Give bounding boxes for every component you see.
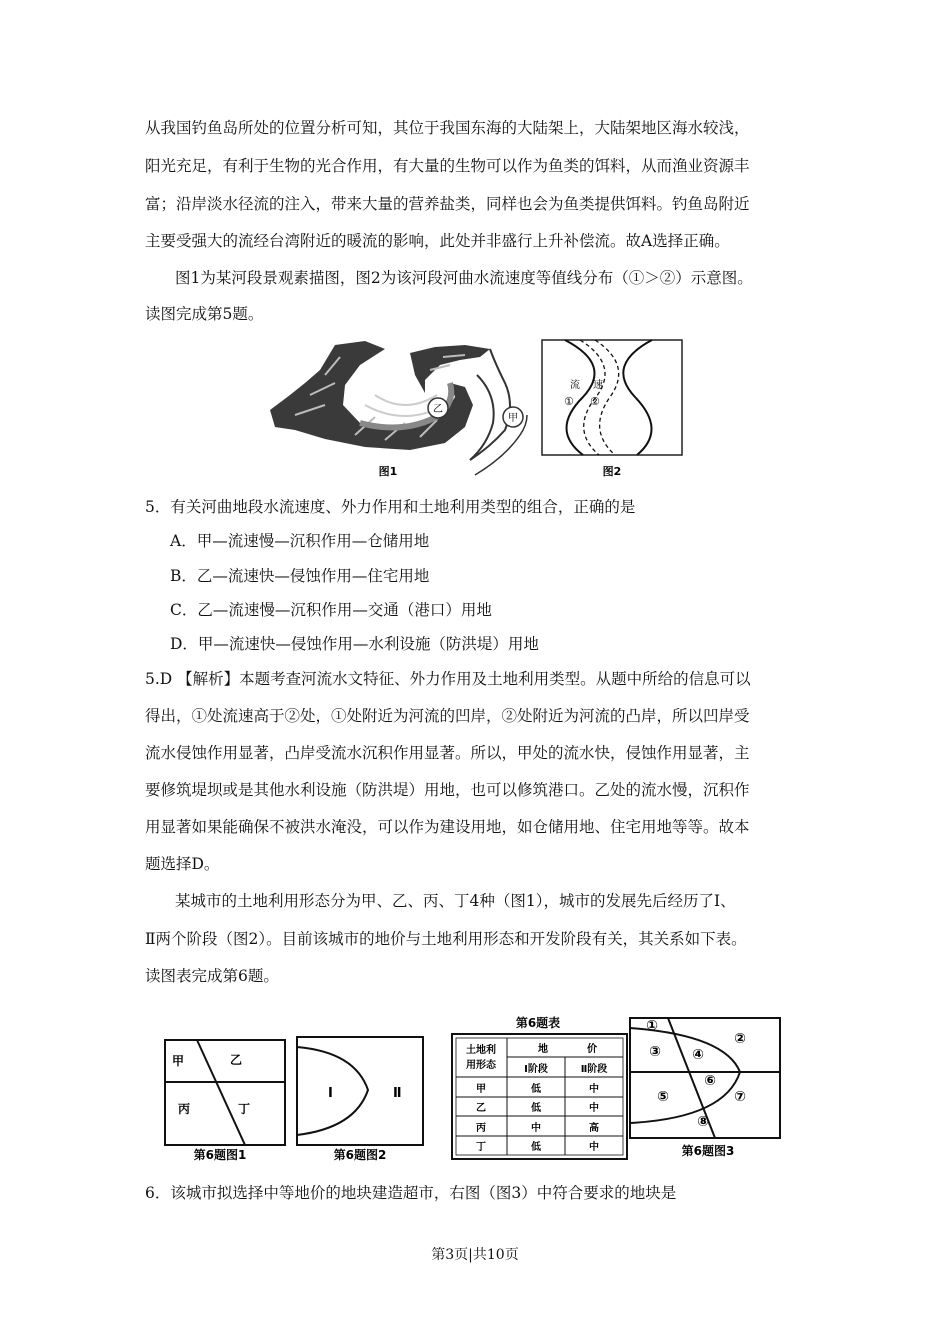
stage-2-label: Ⅱ [393, 1086, 402, 1101]
q5-option-a: A．甲—流速慢—沉积作用—仓储用地 [170, 532, 430, 550]
parcel-7: ⑦ [734, 1089, 746, 1105]
land-price-table [452, 1015, 627, 1159]
para1-line-2: 阳光充足，有利于生物的光合作用，有大量的生物可以作为鱼类的饵料，从而渔业资源丰 [145, 157, 750, 175]
isoline-2-label: ② [590, 395, 600, 408]
fig6-map3 [630, 1018, 780, 1138]
parcel-8: ⑧ [697, 1114, 709, 1130]
intro5-line-1: 图1为某河段景观素描图，图2为该河段河曲水流速度等值线分布（①＞②）示意图。 [175, 269, 753, 287]
su-label: 速 [593, 380, 603, 391]
table-cell: 丁 [476, 1142, 486, 1153]
table-header-stage1: Ⅰ阶段 [524, 1064, 548, 1075]
table-cell: 乙 [476, 1103, 486, 1114]
table-cell: 中 [589, 1103, 599, 1114]
table-cell: 丙 [476, 1123, 486, 1134]
ans5-line-5: 用显著如果能确保不被洪水淹没，可以作为建设用地，如仓储用地、住宅用地等等。故本 [145, 818, 750, 836]
ans5-line-1: 5.D 【解析】本题考查河流水文特征、外力作用及土地利用类型。从题中所给的信息可以 [145, 670, 751, 688]
fig6-3-caption: 第6题图3 [681, 1144, 735, 1158]
fig1-caption: 图1 [378, 465, 398, 478]
ans5-line-6: 题选择D。 [145, 855, 220, 873]
table-cell: 低 [531, 1084, 541, 1095]
zone-ding: 丁 [238, 1102, 251, 1116]
table-cell: 低 [531, 1142, 541, 1153]
fig6-1-caption: 第6题图1 [193, 1148, 247, 1162]
zone-yi: 乙 [230, 1053, 243, 1067]
figure-6 [150, 1010, 790, 1165]
table-cell: 甲 [476, 1084, 486, 1095]
para1-line-4: 主要受强大的流经台湾附近的暖流的影响，此处并非盛行上升补偿流。故A选择正确。 [145, 232, 730, 250]
parcel-3: ③ [649, 1044, 661, 1060]
table-title: 第6题表 [515, 1016, 561, 1030]
intro6-line-3: 读图表完成第6题。 [145, 967, 279, 985]
zone-jia: 甲 [172, 1054, 185, 1068]
intro5-line-2: 读图完成第5题。 [145, 305, 264, 323]
fig6-map1 [165, 1040, 285, 1145]
para1-line-1: 从我国钓鱼岛所处的位置分析可知，其位于我国东海的大陆架上，大陆架地区海水较浅， [145, 119, 750, 137]
table-header-land-2: 用形态 [466, 1060, 496, 1071]
parcel-6: ⑥ [704, 1073, 716, 1089]
table-header-price-a: 地 [538, 1044, 548, 1055]
q6-stem: 6．该城市拟选择中等地价的地块建造超市，右图（图3）中符合要求的地块是 [145, 1184, 677, 1202]
parcel-5: ⑤ [657, 1089, 669, 1105]
figure-5 [265, 335, 695, 485]
q5-stem: 5．有关河曲地段水流速度、外力作用和土地利用类型的组合，正确的是 [145, 498, 636, 516]
table-header-land-1: 土地利 [466, 1045, 496, 1056]
ans5-line-2: 得出，①处流速高于②处，①处附近为河流的凹岸，②处附近为河流的凸岸，所以凹岸受 [145, 707, 750, 725]
river-landscape-sketch [270, 341, 527, 475]
table-cell: 中 [531, 1123, 541, 1134]
para1-line-3: 富；沿岸淡水径流的注入，带来大量的营养盐类，同样也会为鱼类提供饵料。钓鱼岛附近 [145, 195, 750, 213]
label-yi: 乙 [433, 404, 443, 415]
fig2-caption: 图2 [602, 465, 622, 478]
table-header-stage2: Ⅱ阶段 [580, 1064, 608, 1075]
parcel-2: ② [734, 1031, 746, 1047]
table-header-price-b: 价 [587, 1044, 597, 1055]
flow-velocity-diagram [542, 340, 682, 455]
parcel-4: ④ [692, 1047, 704, 1063]
label-jia: 甲 [508, 413, 518, 424]
table-cell: 低 [531, 1103, 541, 1114]
parcel-1: ① [646, 1018, 658, 1034]
zone-bing: 丙 [178, 1102, 191, 1116]
q5-option-c: C．乙—流速慢—沉积作用—交通（港口）用地 [170, 601, 492, 619]
table-cell: 高 [589, 1123, 599, 1134]
isoline-1-label: ① [564, 395, 574, 408]
q5-option-d: D．甲—流速快—侵蚀作用—水利设施（防洪堤）用地 [170, 635, 539, 653]
ans5-line-4: 要修筑堤坝或是其他水利设施（防洪堤）用地，也可以修筑港口。乙处的流水慢，沉积作 [145, 781, 750, 799]
ans5-line-3: 流水侵蚀作用显著，凸岸受流水沉积作用显著。所以，甲处的流水快，侵蚀作用显著，主 [145, 744, 750, 762]
stage-1-label: Ⅰ [328, 1086, 333, 1101]
table-cell: 中 [589, 1084, 599, 1095]
liu-label: 流 [570, 380, 580, 391]
fig6-2-caption: 第6题图2 [333, 1148, 387, 1162]
page-footer: 第3页|共10页 [431, 1247, 519, 1263]
intro6-line-2: Ⅱ两个阶段（图2）。目前该城市的地价与土地利用形态和开发阶段有关，其关系如下表。 [145, 930, 747, 948]
intro6-line-1: 某城市的土地利用形态分为甲、乙、丙、丁4种（图1），城市的发展先后经历了Ⅰ、 [175, 892, 736, 910]
table-cell: 中 [589, 1142, 599, 1153]
fig6-map2 [297, 1037, 423, 1145]
q5-option-b: B．乙—流速快—侵蚀作用—住宅用地 [170, 567, 430, 585]
